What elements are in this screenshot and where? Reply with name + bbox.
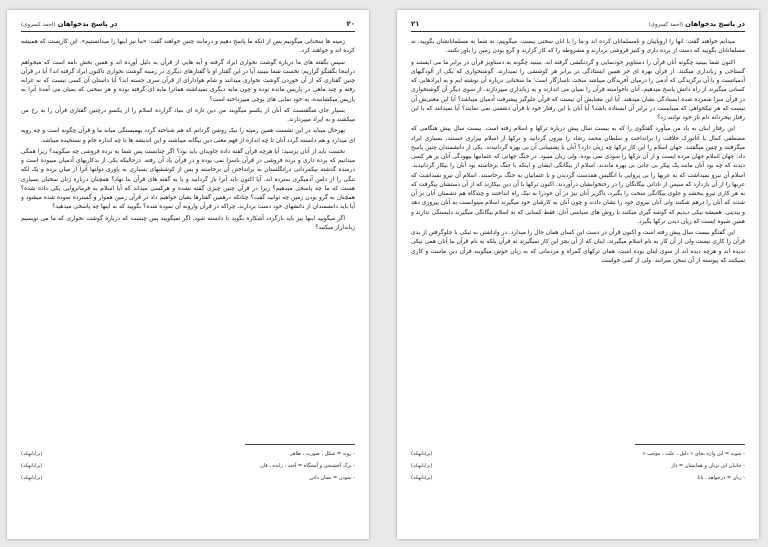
left-running-title: در پاسخ بدخواهان [57, 20, 118, 28]
footnote-text: - نمودن = نشان دادن [309, 475, 355, 481]
paragraph: اگر میگویید اینها نیز باید بازگردد آشکاره بگوید تا دانسته شود. اگر نمیگویید پس چیست که درباره گوشت نخواری که ما می نویسیم زبانداراز میکنید؟ [21, 215, 355, 231]
paragraph: زمینه ها سخنانی میگوییم پس از آنکه ما پاسخ دهیم و درمانند چنین خواهند گفت: «ما نیز اینها را میدانستیم». این کاریست که همیشه کرده اند و خواهند کرد. [21, 39, 355, 55]
left-running-head [21, 20, 118, 28]
paragraph: میدانم خواهند گفت: آنها را اروپاییان و نامسلمانان کرده اند و ما را با آنان سخنی نیست. میگوییم: نه شما به مسلمانانشان بگویید. نه مسلمانانان بگویید که دست از برده داری و کنیز فروشی بردارند و مشروطه را که کار گزارند و گرو بودن زمین را باور نکنند. [411, 39, 745, 55]
left-page [7, 10, 369, 539]
left-running-author: (احمد کسروی) [21, 22, 56, 28]
right-running-author: (احمد کسروی) [648, 22, 684, 28]
footnote [21, 472, 355, 484]
left-page-body [21, 38, 355, 440]
footnote-source: (پرایانهکه) [411, 475, 433, 481]
right-footnotes [411, 448, 745, 484]
footnote [411, 472, 745, 484]
footnote-source: (پرایانهکه) [21, 463, 43, 469]
left-page-number: ۲۰ [346, 20, 355, 28]
paragraph: بسیار جای شگفتست که آنان از یکسو میگویند من دین تازه ای بنیاد گزارده اسلام را از یکسو درچنین گفتاری قرآن را به رخ من میکشند و به ایراد میپردازند. [21, 107, 355, 123]
footnote [21, 460, 355, 472]
footnote-text: - شوند = این واژه بجای « دلیل ، علت ، موجب » [642, 451, 745, 457]
paragraph: این رفتار اینان به یاد من میآورد گفتگوی را که به بیست سال پیش درباره ترکها و اسلام رفته است. بیست سال پیش هنگامی که مصطفی کمال یا آتاتورک خلافت را برانداخت و سلطان محمد رشاد را بیرون گردانید و ترکها از اسلام بیزاری جستند، بسیاری ایراد میگرفتند و چنین میگفتند: جهان اسلام را این کار ترکها چه زیان دارد؟ آنان با پشتیبانی آن بی بهره گردانیدند. یکی از دانشمندان چنین پاسخ داد: جهان اسلام جهان مرده ایست و از آن ترکها را سودی نمی بوده. ولی زیان میبود. در جنگ جهانی که عثمانیها بیهودگی آنان بر هر کسی دیدند که چه بود آنان مانند یک پیکر بی جانی بی بهره ماندند. اسلام از بیگانگی ایشان و اینکه با جنگ برخاسته بود آنان را بیکار گردانیدند. اسلام آن نیرو نمیداشت که به عربها را بی پروایی با انگلیس همدست گردیدن و با عثمانیان به جنگ برخاستند. اسلام آن نیرو نمیداشت که عربها را از آن بازدارد که سپس از نادانی بیگانگان را در رختخوابشان درآوردند. اکنون ترکها با آن دین بیکارند که از آن دستشان بیگرفت که به هر کاری نیرو ببخشد و جلوی بیگانگی سخت را بگیرد، ناگزیر آنان نیز در آن خودرا به نیک راه انداختند و چندگاه هم دشمنان آنان بر آن شدند که آنان را درهم شکنند ولی آنان نیروی خود را نشان دادند و چون آنان به کارشان خود میگیرند اسلام میتوانست به آنان پیروزی دهد و بیدینی. همیشه نیکی دیدیم که گوشه گیری میکنند با روش های سیاسی آنان. فقط کسانی که به اسلام بیگانگی میگیرند دلبستگی ندارند و همین شیوه ایست که زیان دیدن ترکها بگیرد. [411, 126, 745, 225]
paragraph: نخست باید از آنان پرسید: آیا هرچه قرآن گفته داده جاویدان باید بود؟ اگر چنانست پس شما به برده فروشی چه میگویید؟ زیرا همگی میدانیم که برده داری و برده فروشی در قرآن ناسزا نمی بوده و در قرآن یاد آن رفته. درحالیکه یکی از بدکاریهای آدمیان میبوده است و درسده گذشته نیکمردانی درانگلستان به برانداختن آن برخاسته و پس از کوششهای بسیاری به یاوری دولتها آنرا از میان برده و یک لکه ننگی را از دامن آدمیگری سترده اند. آیا اکنون باید آنرا باز گردانید و یا به گفته های قرآن بنا نهاد؟ همچنان درباره زنان سخنان بسیاری هست که ما چه پاسخی میدهیم؟ زیرا در قرآن چنین چیزی گفته نشده و هرکسی میداند که آیا اسلام به فرمانروایی یکی داده شده؟ همچنان به گرو بودن زمین چه توانید گفت؟ چنانکه درهمین گفتارها نشان خواهیم داد در قرآن زمین هموار و گسترده نموده شده میشود و آیا باید دانشمندان از دانشهای خود دست بردارند، چراکه در قرآن وارونه آن نموده شده؟ بگویید که به اینها چه پاسخی میدهید؟ [21, 148, 355, 211]
right-page [397, 10, 759, 539]
footnote-text: - جانیان این نرنان و همایشان = داژ [671, 463, 745, 469]
left-page-header [21, 20, 355, 32]
right-page-header [411, 20, 745, 32]
paragraph: بهرحال میباید در این نشست همین زمینه را نیک روشن گردانم که هم شناخته گردد بهمبستگی میانه ما و قرآن چگونه است و چه رویه ای میدارد و هم دانسته گردد آنان تا چه اندازه از فهم معنی دین بیگانه میباشند و این اندیشه ها تا چه اندازه خام و نسنجیده میباشد. [21, 128, 355, 144]
footnote-text: - رویه = شکل ، صورت ، ظاهر [290, 451, 355, 457]
right-running-head [649, 20, 746, 28]
right-page-body [411, 38, 745, 440]
footnote-source: (پرایانهکه) [411, 463, 433, 469]
paragraph: سپس بگفته های ما درباره گوشت نخواری ایراد گرفته و آیه هایی از قرآن به دلیل آورده اند و همین بخش نامه است که میخواهم دراینجا بگفتگو گزاریم: نخست شما ببینید آیا در این گفتار او با گفتارهای دیگری در زمینه گوشت نخواری تاکنون ایراد گرفته اند؟ آیا در قرآن چنین گفتاری که از آن خوردن گوشت نخواری میدانند و شام هوادارای از قرآن سری جسته اند؟ آیا داستان آن کسی نیست که به غرابه رفته و چند ماهی در پاریس مانده بوده و چون مایه دیگری نمیداشته همانرا مایه ای گرفته بوده و هر سخنی که بمیان می آمده آنرا به پاریس میکشانیده، به خود نمایی های پوچی میپرداخته است؟ [21, 59, 355, 103]
footnote-text: - برگ آخشیجی و آتشگاه = آخته ، رانده ، فان [260, 463, 355, 469]
footnote-divider [635, 444, 745, 445]
paragraph: این گفتگو بیست سال پیش رفته است و اکنون قرآن در دست این کسان همان حال را میدارد. در واداشتن به نیکی با جلوگرفتن از بدی قرآن را کاری نیست ولی از آن کار به نام اسلام میگیرند. اینان که از آن بجز این کار نمیگیرند نه قرآن بلکه به نام قرآن ما آنان همی نیکی ندیده اند و هرچه دیده اند از سوی اینان بوده است. همان ترکهای گمراه و مردمانی که به زبان خوش میگویند قرآن دین ماست و کاری نمیکنند که پیوسته از آن سخن میرانند. ولی از کمی خواست [411, 230, 745, 264]
footnote-source: (پرایانهکه) [21, 475, 43, 481]
paragraph: اکنون شما ببینید چگونه آنان قرآن را دستاویز خودنمایی و گردنکشی گرفته اند. ببینید چگونه به دستاویز قرآن در برابر ما می ایستند و گستاخی و زبانداری میکنند. از قرآن بهره ای جز همین ایستادگی در برابر هر کوششی را نمیدارند. گوشتخواری که یکی از آلودگیهای آدمیانست و با آن برگزیدگی که آدمی را درمیان آفریدگان میباشد سخت ناسازگار است؛ ما سخنانی درباره آن نوشته ایم و به ایرادهایی که کسانی میگیرند از راه دانش پاسخ میدهیم، آنان ناخواسته قرآن را بمیان می اندازند و به زبانداری میپردازند. از سوی دیگر آن گوشتخواری در قرآن سزا شمرده شده ایستادگی نشان میدهند. آیا این معنایش آن نیست که قرآن جلوگیر پیشرفت آدمیان میباشد؟ آیا این معنی‌ش آن نیست که هر نیکخواهی که میبایست در برابر آن ایستاده باشد؟ آیا آنان با این رفتار خود با قرآن دشمنی نمی نمایند؟ آیا نمیدانند که با این رفتار بیخردانه دام تاز خود توانند زد؟ [411, 59, 745, 121]
footnote-text: - زبان = درخواهد ، بانا [697, 475, 745, 481]
footnote-source: (پرایانهکه) [411, 451, 433, 457]
footnote [411, 448, 745, 460]
footnote-source: (پرایانهکه) [21, 451, 43, 457]
right-page-number: ۲۱ [411, 20, 420, 28]
footnote-divider [245, 444, 355, 445]
right-running-title: در پاسخ بدخواهان [685, 20, 745, 28]
footnote [411, 460, 745, 472]
left-footnotes [21, 448, 355, 484]
footnote [21, 448, 355, 460]
